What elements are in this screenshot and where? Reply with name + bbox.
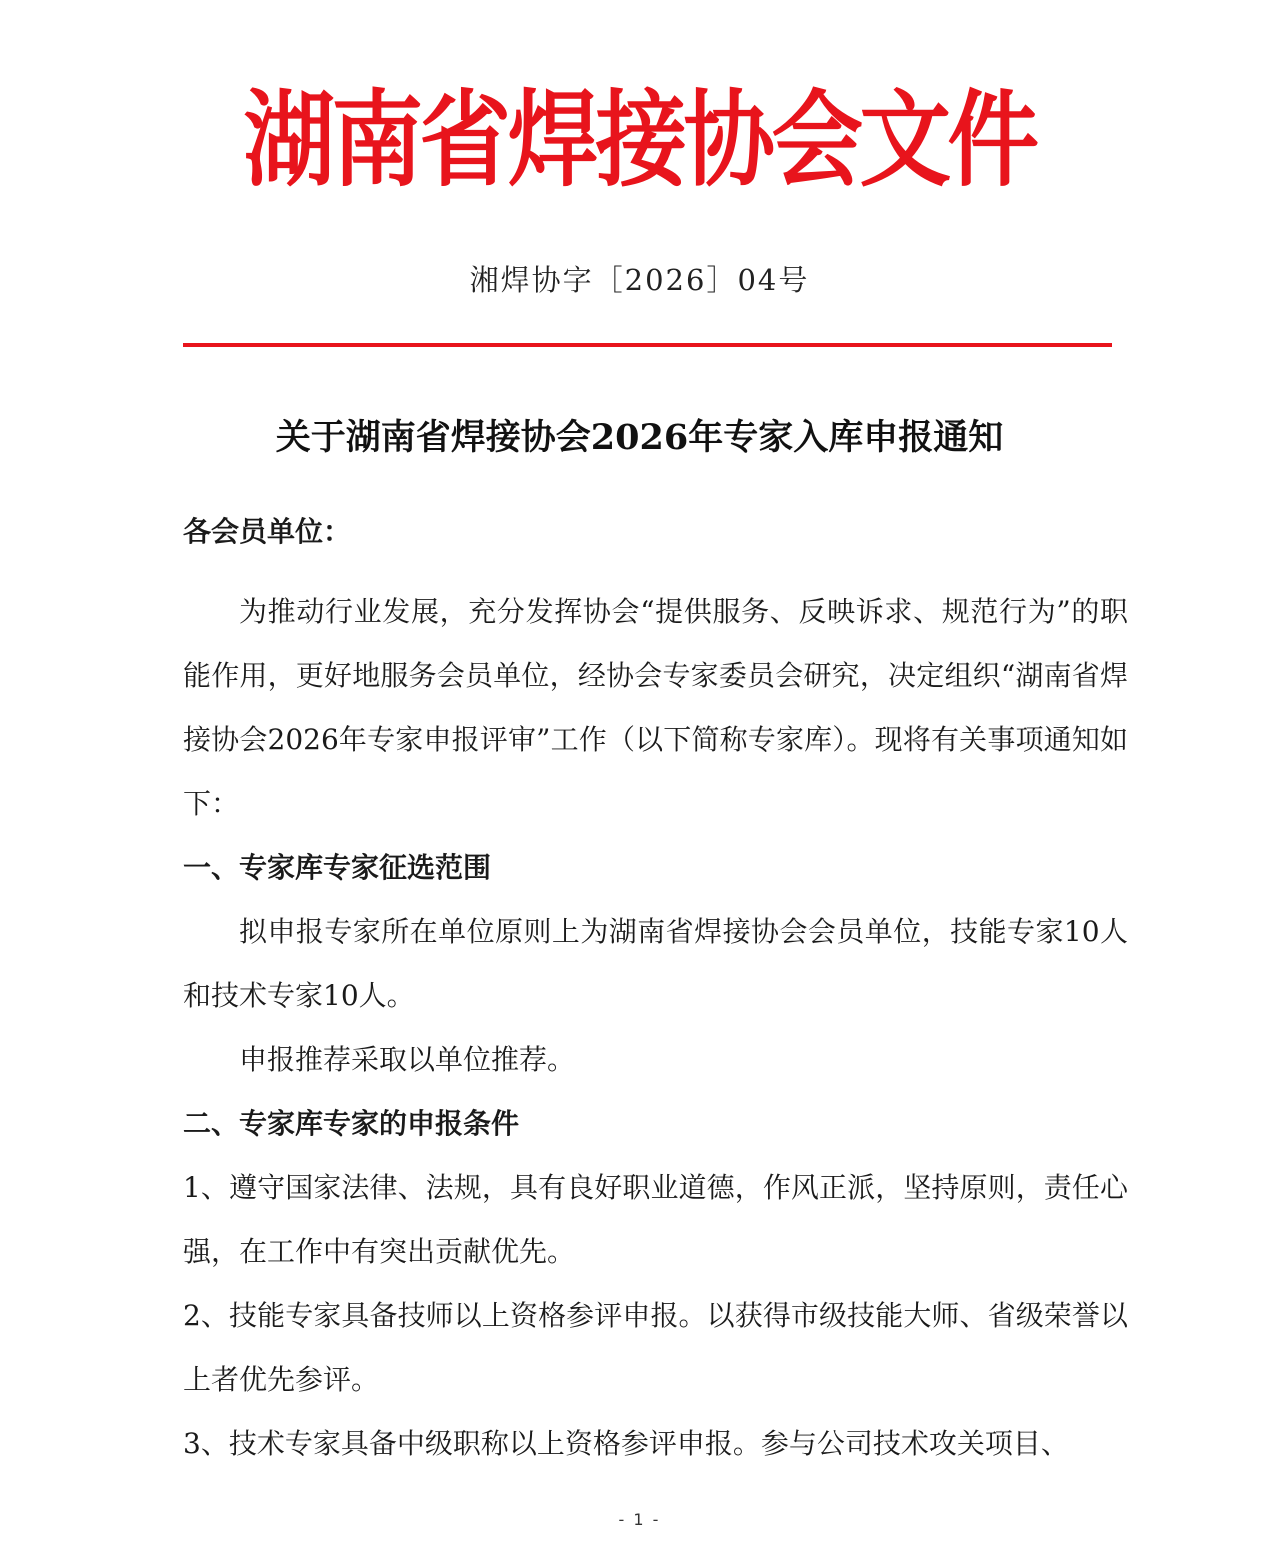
section-heading-1: 一、专家库专家征选范围 bbox=[183, 851, 492, 884]
red-divider bbox=[183, 343, 1112, 347]
section-heading-2: 二、专家库专家的申报条件 bbox=[183, 1107, 520, 1140]
notice-title: 关于湖南省焊接协会2026年专家入库申报通知 bbox=[275, 417, 1004, 458]
condition-item-3: 3、技术专家具备中级职称以上资格参评申报。参与公司技术攻关项目、 bbox=[183, 1427, 1069, 1460]
page-number: - 1 - bbox=[618, 1510, 661, 1529]
masthead-title: 湖南省焊接协会文件 bbox=[243, 79, 1036, 201]
section1-paragraph-2: 申报推荐采取以单位推荐。 bbox=[239, 1043, 576, 1076]
salutation: 各会员单位： bbox=[183, 515, 352, 548]
intro-paragraph: 为推动行业发展，充分发挥协会“提供服务、反映诉求、规范行为”的职能作用，更好地服务会员单位，经协会专家委员会研究，决定组织“湖南省焊接协会2026年专家申报评审”工作（以下简称专家库）。现将有关事项通知如下： bbox=[183, 595, 1128, 820]
notice-body bbox=[183, 500, 1128, 1476]
document-number: 湘焊协字［2026］04号 bbox=[469, 263, 810, 297]
section1-paragraph-1: 拟申报专家所在单位原则上为湖南省焊接协会会员单位，技能专家10人和技术专家10人。 bbox=[183, 915, 1128, 1012]
condition-item-2: 2、技能专家具备技师以上资格参评申报。以获得市级技能大师、省级荣誉以上者优先参评。 bbox=[183, 1299, 1128, 1396]
condition-item-1: 1、遵守国家法律、法规，具有良好职业道德，作风正派，坚持原则，责任心强，在工作中有突出贡献优先。 bbox=[183, 1171, 1128, 1268]
